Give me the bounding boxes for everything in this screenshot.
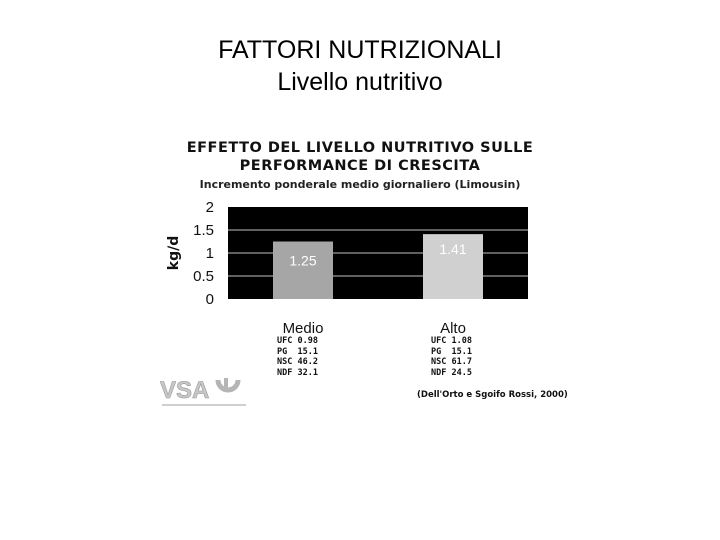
nutrients-alto xyxy=(431,336,472,378)
slide-title-line1: FATTORI NUTRIZIONALI xyxy=(218,36,502,64)
nutrient-alto-ndf: NDF 24.5 xyxy=(431,367,472,378)
bar-chart xyxy=(160,195,540,340)
figure-title xyxy=(150,139,570,175)
figure-subtitle: Incremento ponderale medio giornaliero (Limousin) xyxy=(199,178,521,191)
vsa-logo xyxy=(158,372,250,412)
logo-text: VSA xyxy=(160,377,210,404)
figure-source: (Dell'Orto e Sgoifo Rossi, 2000) xyxy=(417,390,568,400)
nutrient-medio-ndf: NDF 32.1 xyxy=(277,367,318,378)
y-tick-label: 1.5 xyxy=(193,222,214,239)
y-tick-label: 2 xyxy=(205,199,214,216)
slide-title xyxy=(0,34,720,98)
figure-title-line1: EFFETTO DEL LIVELLO NUTRITIVO SULLE xyxy=(186,140,534,156)
x-category-label: Alto xyxy=(440,320,466,337)
logo-tagline-bar xyxy=(162,404,246,406)
nutrient-alto-nsc: NSC 61.7 xyxy=(431,357,472,367)
nutrients-medio xyxy=(277,336,318,378)
nutrient-alto-pg: PG 15.1 xyxy=(431,346,472,357)
y-tick-label: 0 xyxy=(205,291,214,308)
y-tick-label: 1 xyxy=(205,245,214,262)
y-tick-label: 0.5 xyxy=(193,268,214,285)
x-category-label: Medio xyxy=(282,320,324,337)
nutrient-alto-ufc: UFC 1.08 xyxy=(431,336,472,346)
nutrient-medio-pg: PG 15.1 xyxy=(277,346,318,357)
bar-value-label: 1.25 xyxy=(289,252,317,269)
nutrient-medio-ufc: UFC 0.98 xyxy=(277,336,318,346)
bar-value-label: 1.41 xyxy=(439,241,467,258)
slide-title-line2: Livello nutritivo xyxy=(277,68,443,96)
figure-title-line2: PERFORMANCE DI CRESCITA xyxy=(239,158,481,174)
nutrient-medio-nsc: NSC 46.2 xyxy=(277,357,318,367)
bar-medio xyxy=(273,242,333,300)
y-axis-label: kg/d xyxy=(166,235,182,271)
